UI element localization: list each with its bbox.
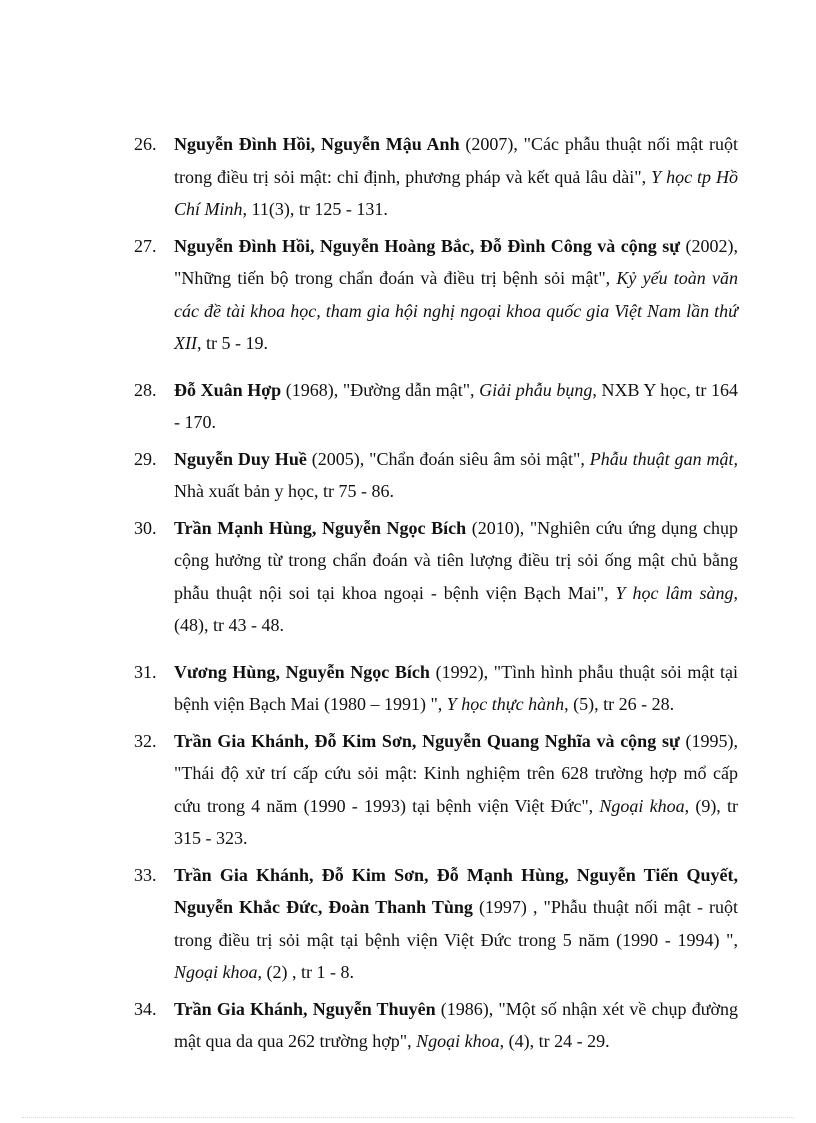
reference-item [0,128,816,226]
reference-authors: Trần Gia Khánh, Đỗ Kim Sơn, Nguyễn Quang Nghĩa và cộng sự [174,730,680,751]
reference-item [0,993,816,1058]
reference-authors: Nguyễn Duy Huề [174,448,307,469]
reference-authors: Nguyễn Đình Hồi, Nguyễn Mậu Anh [174,134,460,154]
reference-body: (1968), "Đường dẫn mật", [281,379,480,400]
reference-source: Ngoại khoa [599,795,685,816]
reference-number: 26. [134,134,157,154]
reference-body: (1995), "Thái độ xử trí cấp cứu sỏi mật: Kinh nghiệm trên 628 trường hợp mổ cấp cứu trong 4 năm (1990 - 1993) tại bệnh viện Việt Đức", [174,730,738,816]
reference-authors: Nguyễn Đình Hồi, Nguyễn Hoàng Bắc, Đỗ Đình Công và cộng sự [174,235,681,256]
page-bottom-divider [22,1117,794,1118]
reference-source: Kỷ yếu toàn văn các đề tài khoa học, tham gia hội nghị ngoại khoa quốc gia Việt Nam lần thứ XII [174,268,739,353]
reference-tail: , tr 5 - 19. [196,333,268,353]
reference-number: 32. [134,730,157,751]
reference-source: Ngoại khoa [174,962,258,982]
reference-body: (1997) , "Phẫu thuật nối mật - ruột trong điều trị sỏi mật tại bệnh viện Việt Đức trong 5 năm (1990 - 1994) ", [174,897,738,950]
reference-number: 29. [134,448,157,469]
reference-tail: Nhà xuất bản y học, tr 75 - 86. [174,481,394,501]
reference-item [0,230,816,360]
reference-authors: Trần Mạnh Hùng, Nguyễn Ngọc Bích [174,517,467,538]
reference-number: 31. [134,661,157,682]
reference-tail: , (4), tr 24 - 29. [499,1031,610,1051]
reference-list [0,128,816,1062]
reference-tail: , (9), tr 315 - 323. [174,795,739,848]
reference-number: 28. [134,379,157,400]
reference-body: (2005), "Chẩn đoán siêu âm sỏi mật", [306,448,590,469]
reference-number: 27. [134,235,157,256]
reference-item [0,512,816,642]
reference-authors: Trần Gia Khánh, Đỗ Kim Sơn, Đỗ Mạnh Hùng, Nguyễn Tiến Quyết, Nguyễn Khắc Đức, Đoàn Thanh Tùng [174,864,738,917]
reference-authors: Trần Gia Khánh, Nguyễn Thuyên [174,998,436,1019]
reference-source: Y học thực hành [446,694,565,714]
reference-number: 34. [134,998,157,1019]
reference-source: Giải phẫu bụng [479,379,593,400]
reference-body: (1992), "Tình hình phẫu thuật sỏi mật tại bệnh viện Bạch Mai (1980 – 1991) ", [174,661,738,714]
reference-source: Phẫu thuật gan mật, [589,448,738,469]
reference-item [0,374,816,439]
reference-authors: Đỗ Xuân Hợp [174,379,282,400]
reference-tail: , (48), tr 43 - 48. [174,582,738,635]
reference-tail: , (2) , tr 1 - 8. [257,962,354,982]
reference-tail: , (5), tr 26 - 28. [564,694,675,714]
reference-tail: , NXB Y học, tr 164 - 170. [174,379,738,432]
reference-body: (2002), "Những tiến bộ trong chẩn đoán và điều trị bệnh sỏi mật", [174,235,738,288]
reference-authors: Vương Hùng, Nguyễn Ngọc Bích [174,661,430,682]
reference-item [0,725,816,855]
reference-item [0,656,816,721]
reference-item [0,859,816,989]
reference-body: (2010), "Nghiên cứu ứng dụng chụp cộng hưởng từ trong chẩn đoán và tiên lượng điều trị sỏi ống mật chủ bằng phẫu thuật nội soi tại khoa ngoại - bệnh viện Bạch Mai", [174,517,738,603]
reference-source: Y học tp Hồ Chí Minh [174,166,738,219]
reference-source: Ngoại khoa [416,1031,500,1051]
reference-tail: , 11(3), tr 125 - 131. [242,199,388,219]
reference-number: 30. [134,517,157,538]
reference-body: (2007), "Các phẫu thuật nối mật ruột trong điều trị sỏi mật: chỉ định, phương pháp và kết quả lâu dài", [174,134,738,187]
reference-source: Y học lâm sàng [615,582,734,603]
reference-number: 33. [134,864,157,885]
reference-body: (1986), "Một số nhận xét về chụp đường mật qua da qua 262 trường hợp", [174,998,738,1051]
reference-item [0,443,816,508]
